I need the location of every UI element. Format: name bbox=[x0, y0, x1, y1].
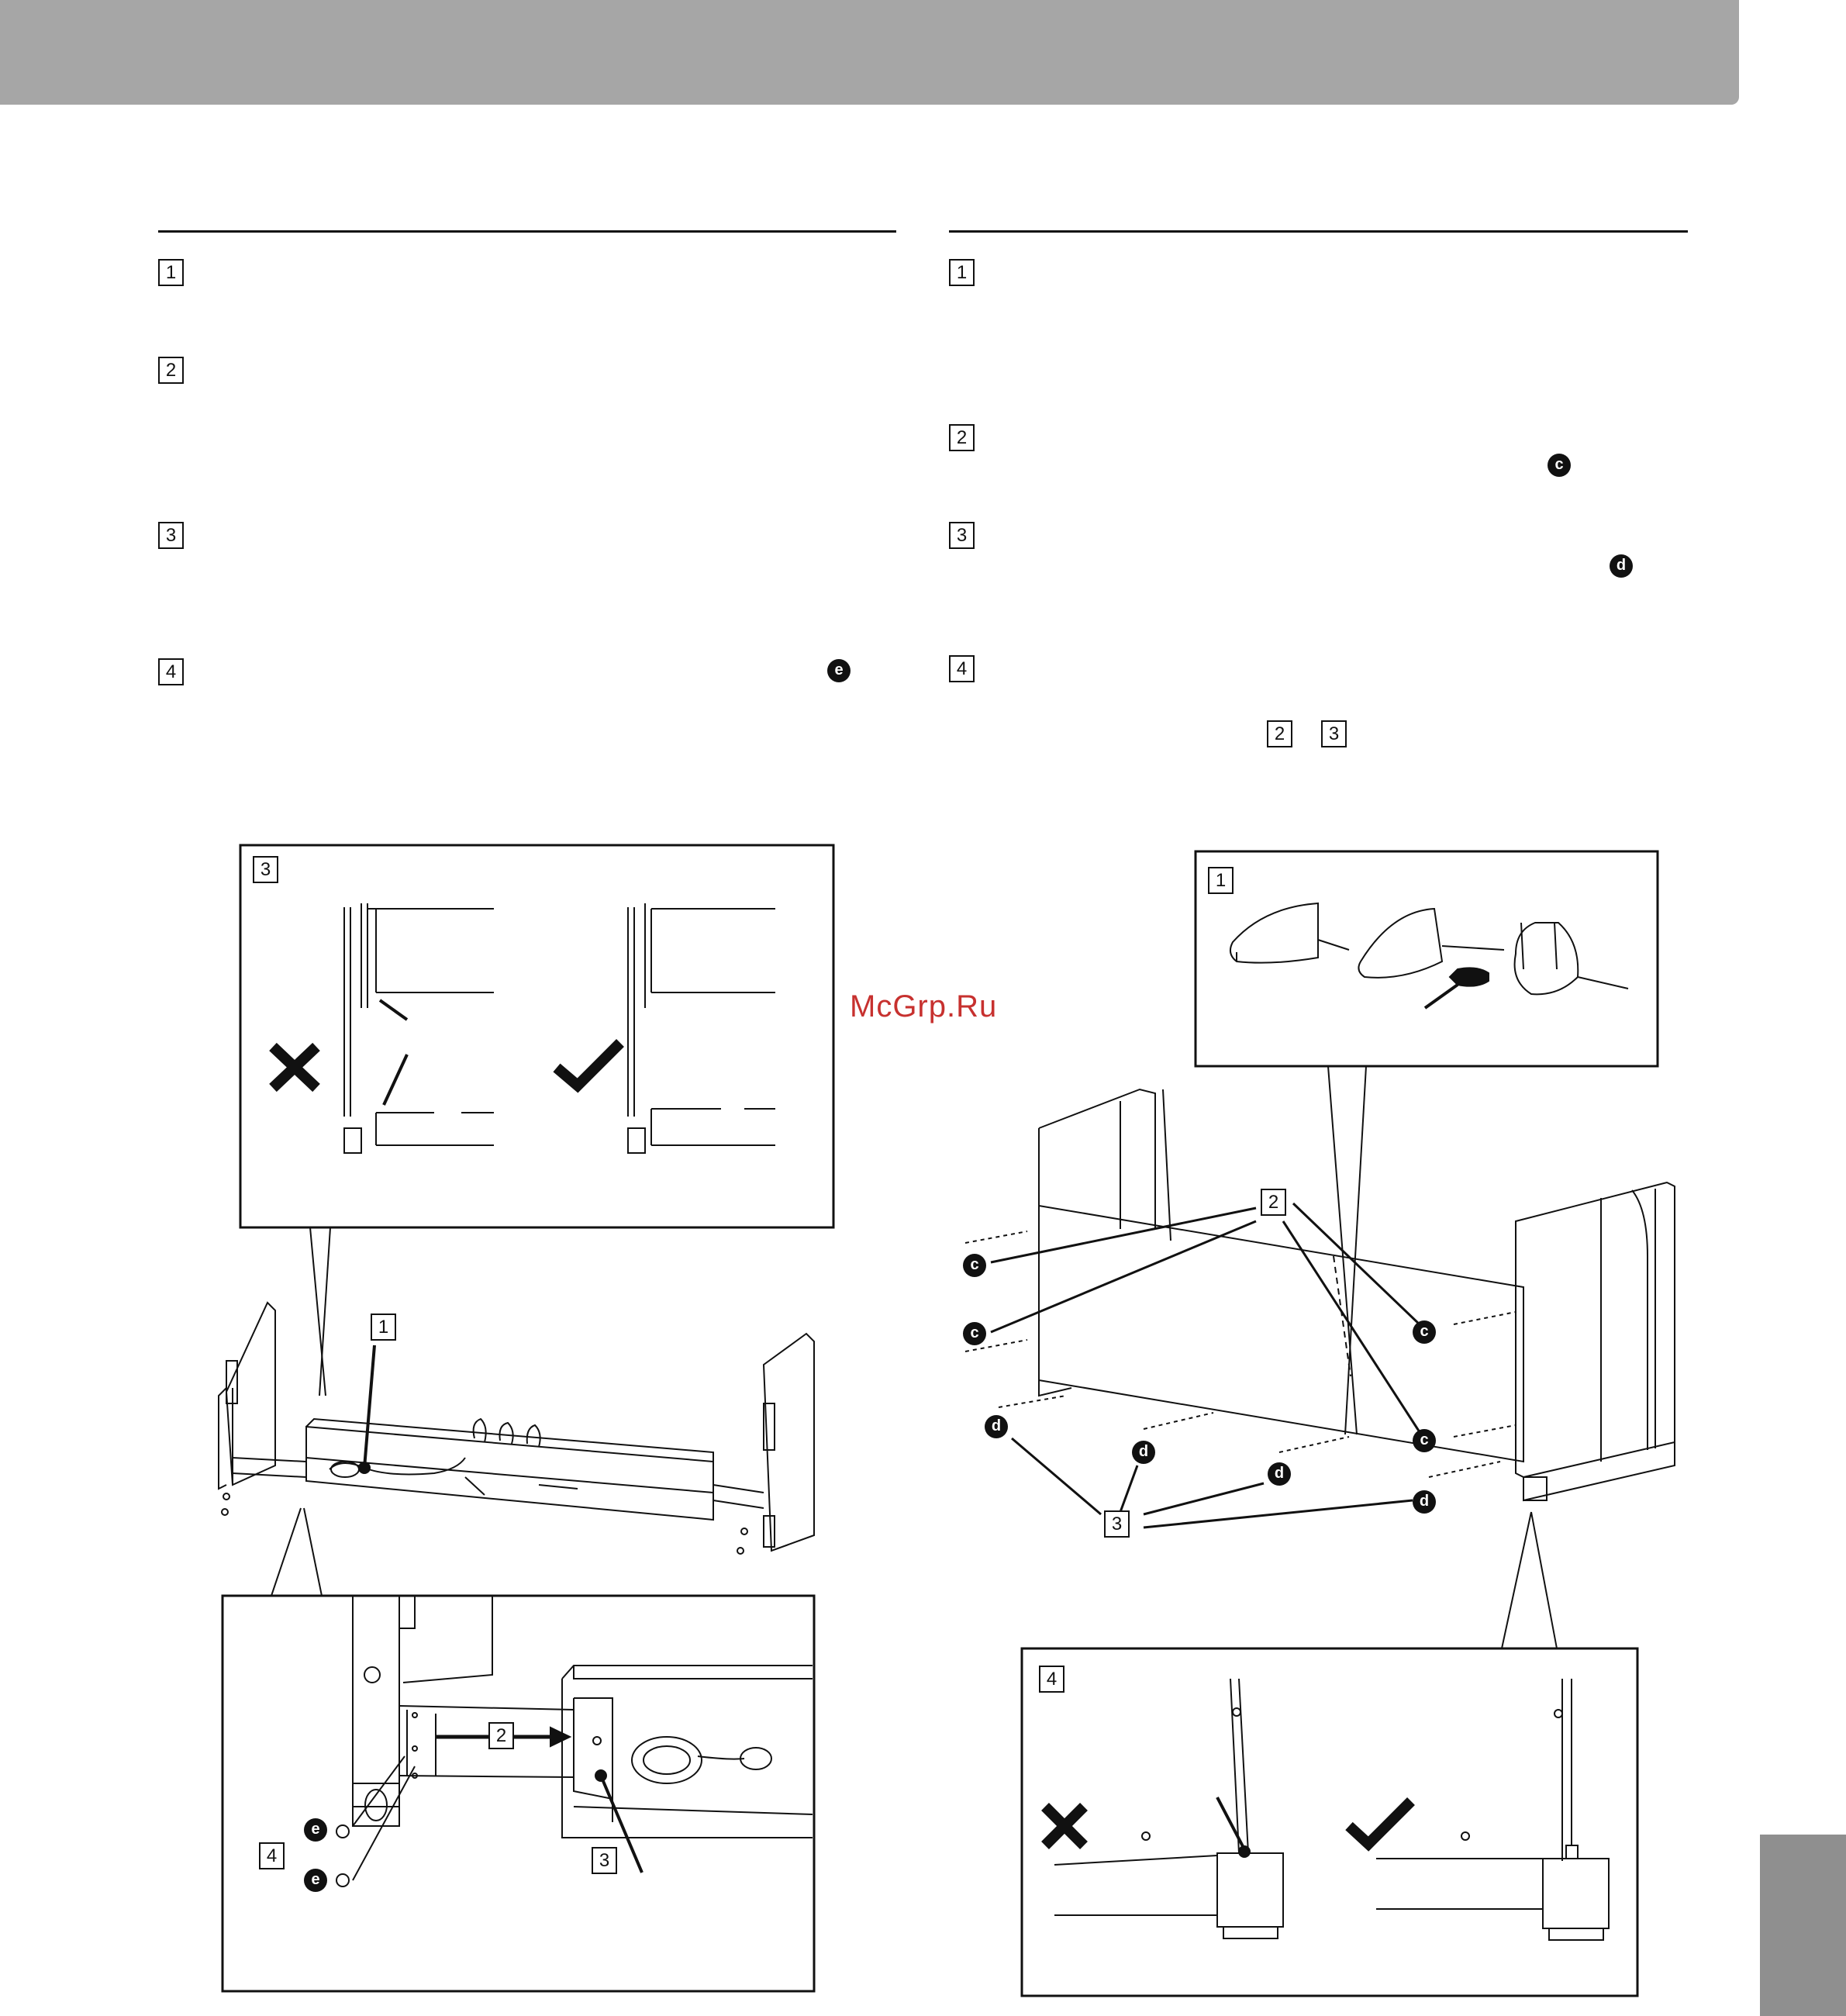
left-fig-callout-3-top: 3 bbox=[253, 856, 278, 883]
right-main-stand bbox=[965, 1089, 1675, 1528]
right-fig-callout-3: 3 bbox=[1104, 1510, 1130, 1538]
badge-c: c bbox=[1548, 454, 1571, 477]
right-fig-badge-c-3: c bbox=[1413, 1320, 1436, 1344]
right-fig-badge-d-3: d bbox=[1268, 1462, 1291, 1486]
right-step-4-ref-2: 2 bbox=[1267, 720, 1292, 747]
badge-d: d bbox=[1610, 554, 1633, 578]
right-step-1-box: 1 bbox=[949, 259, 975, 286]
right-fig-callout-1: 1 bbox=[1208, 867, 1234, 894]
right-fig-callout-4: 4 bbox=[1039, 1666, 1064, 1693]
left-fig-callout-1: 1 bbox=[371, 1314, 396, 1341]
left-fig-callout-4: 4 bbox=[259, 1842, 285, 1869]
right-step-4-ref-3: 3 bbox=[1321, 720, 1347, 747]
right-detail-1-panel bbox=[1196, 851, 1658, 1434]
left-step-2-box: 2 bbox=[158, 357, 184, 384]
left-step-4-box: 4 bbox=[158, 658, 184, 685]
left-step-1-box: 1 bbox=[158, 259, 184, 286]
right-fig-callout-2: 2 bbox=[1261, 1189, 1286, 1216]
right-detail-4-panel bbox=[1022, 1512, 1637, 1996]
right-fig-badge-c-2: c bbox=[963, 1322, 986, 1345]
left-fig-callout-3-bottom: 3 bbox=[592, 1847, 617, 1874]
right-step-3-box: 3 bbox=[949, 522, 975, 549]
badge-e: e bbox=[827, 659, 851, 682]
left-detail-4-panel bbox=[223, 1508, 814, 1991]
right-step-2-box: 2 bbox=[949, 424, 975, 451]
right-fig-badge-d-4: d bbox=[1413, 1490, 1436, 1514]
left-main-assembly bbox=[219, 1303, 814, 1554]
left-fig-callout-2: 2 bbox=[488, 1722, 514, 1749]
left-detail-3-panel bbox=[240, 845, 833, 1396]
left-step-3-box: 3 bbox=[158, 522, 184, 549]
left-fig-badge-e-2: e bbox=[304, 1869, 327, 1892]
right-fig-badge-c-4: c bbox=[1413, 1429, 1436, 1452]
right-fig-badge-d-2: d bbox=[1132, 1441, 1155, 1464]
right-fig-badge-d-1: d bbox=[985, 1415, 1008, 1438]
right-step-4-box: 4 bbox=[949, 655, 975, 682]
right-fig-badge-c-1: c bbox=[963, 1254, 986, 1277]
left-fig-badge-e-1: e bbox=[304, 1818, 327, 1842]
watermark: McGrp.Ru bbox=[850, 989, 998, 1024]
